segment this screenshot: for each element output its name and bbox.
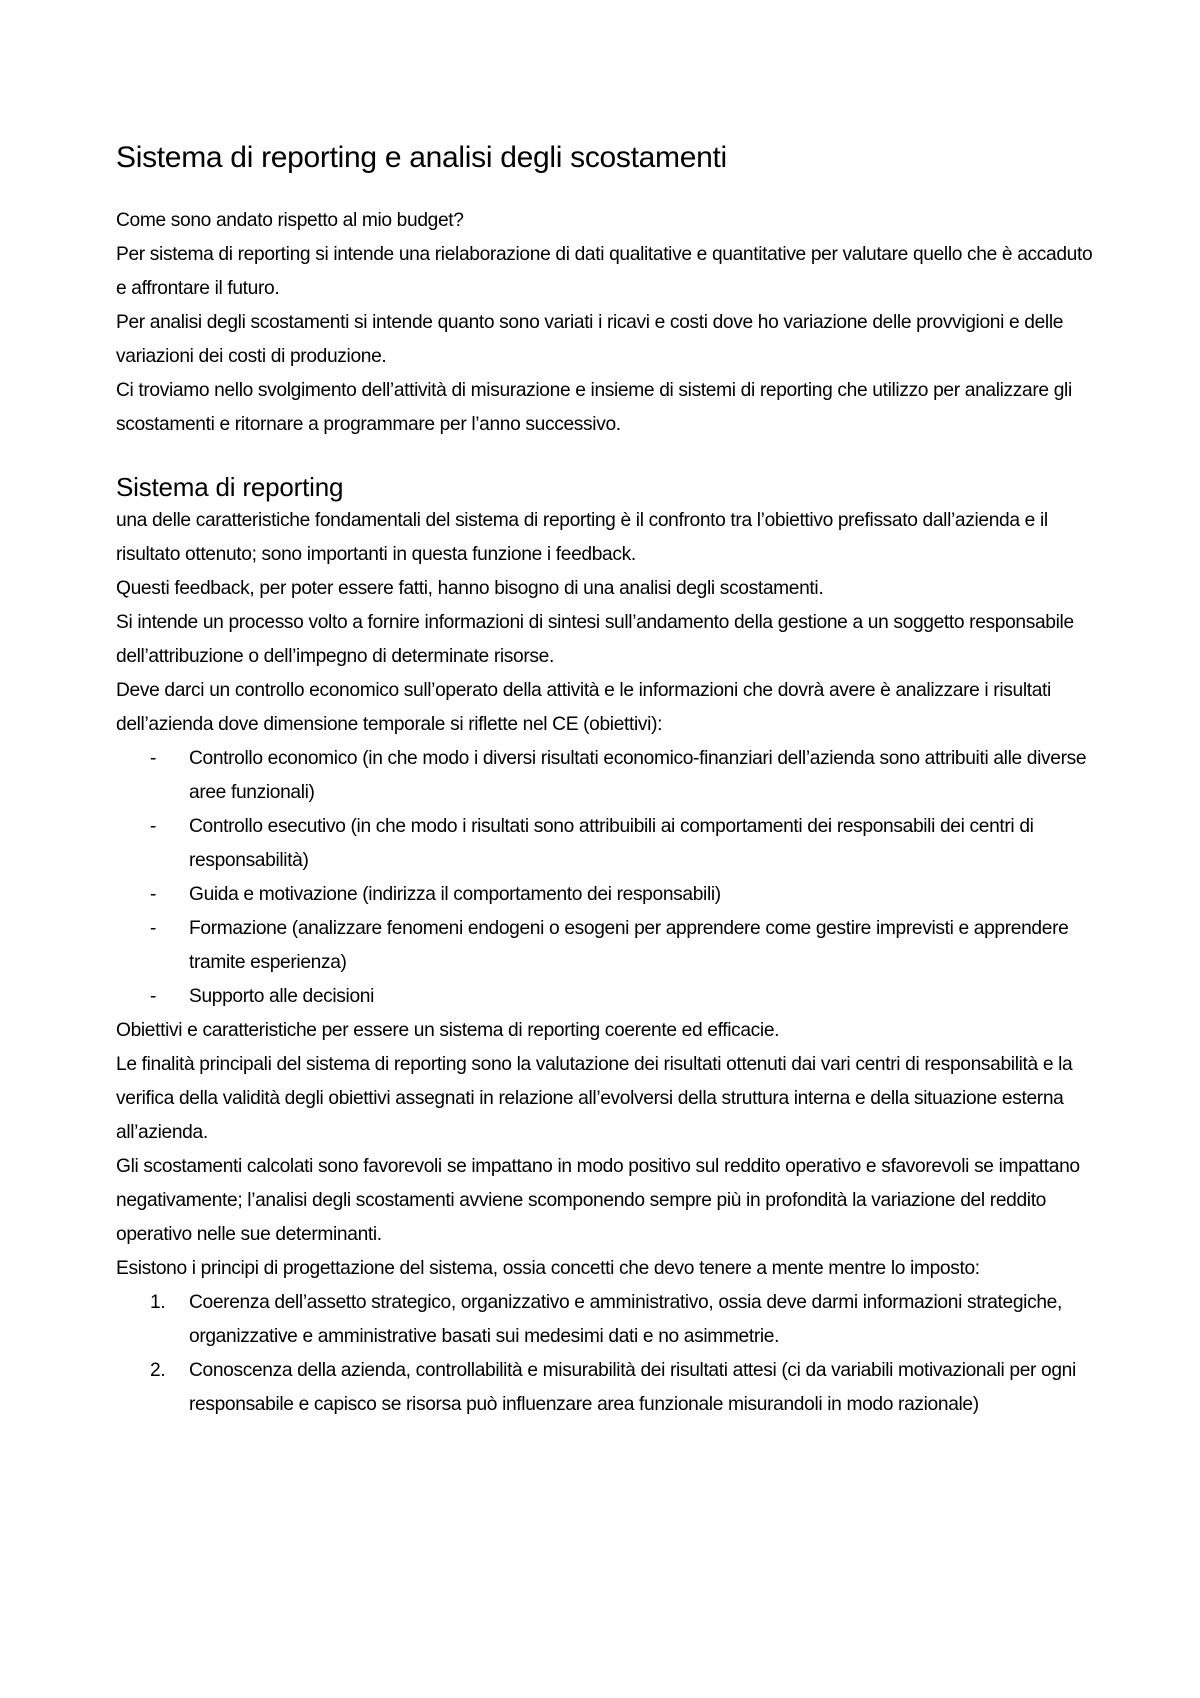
section-paragraph: Gli scostamenti calcolati sono favorevoli se impattano in modo positivo sul reddito operativo e sfavorevoli se impattano negativamente; l’analisi degli scostamenti avviene scomponendo sempre più in profondità la variazione del reddito operativo nelle sue determinanti. bbox=[116, 1156, 1080, 1245]
list-item bbox=[116, 912, 1096, 980]
list-item bbox=[116, 878, 1096, 912]
list-item-text: Coerenza dell’assetto strategico, organizzativo e amministrativo, ossia deve darmi informazioni strategiche, organizzative e amministrative basati sui medesimi dati e no asimmetrie. bbox=[189, 1292, 1062, 1347]
dash-marker: - bbox=[150, 986, 157, 1007]
document-page bbox=[116, 140, 1096, 1422]
intro-paragraph: Ci troviamo nello svolgimento dell’attività di misurazione e insieme di sistemi di reporting che utilizzo per analizzare gli scostamenti e ritornare a programmare per l’anno successivo. bbox=[116, 380, 1072, 435]
section-paragraph: Obiettivi e caratteristiche per essere un sistema di reporting coerente ed efficacie. bbox=[116, 1020, 780, 1041]
section-sistema-di-reporting bbox=[116, 470, 1096, 1422]
dash-marker: - bbox=[150, 918, 157, 939]
section-paragraph: Deve darci un controllo economico sull’operato della attività e le informazioni che dovrà avere è analizzare i risultati dell’azienda dove dimensione temporale si riflette nel CE (obiettivi): bbox=[116, 680, 1051, 735]
section-paragraph: Si intende un processo volto a fornire informazioni di sintesi sull’andamento della gestione a un soggetto responsabile dell’attribuzione o dell’impegno di determinate risorse. bbox=[116, 612, 1074, 667]
section-gap bbox=[116, 442, 1096, 470]
dash-marker: - bbox=[150, 816, 157, 837]
list-item-text: Conoscenza della azienda, controllabilità e misurabilità dei risultati attesi (ci da variabili motivazionali per ogni responsabile e capisco se risorsa può influenzare area funzionale misurandoli in modo razionale) bbox=[189, 1360, 1076, 1415]
objectives-list bbox=[116, 742, 1096, 1014]
dash-marker: - bbox=[150, 748, 157, 769]
principles-list bbox=[116, 1286, 1096, 1422]
section-paragraph: Questi feedback, per poter essere fatti, hanno bisogno di una analisi degli scostamenti. bbox=[116, 578, 824, 599]
list-item-text: Controllo economico (in che modo i diversi risultati economico-finanziari dell’azienda sono attribuiti alle diverse aree funzionali) bbox=[189, 748, 1087, 803]
document-title: Sistema di reporting e analisi degli scostamenti bbox=[116, 141, 727, 174]
list-item-text: Controllo esecutivo (in che modo i risultati sono attribuibili ai comportamenti dei responsabili dei centri di responsabilità) bbox=[189, 816, 1034, 871]
section-heading: Sistema di reporting bbox=[116, 472, 344, 502]
dash-marker: - bbox=[150, 884, 157, 905]
section-paragraph: Esistono i principi di progettazione del sistema, ossia concetti che devo tenere a mente mentre lo imposto: bbox=[116, 1258, 980, 1279]
intro-block bbox=[116, 204, 1096, 442]
intro-paragraph: Per sistema di reporting si intende una rielaborazione di dati qualitative e quantitative per valutare quello che è accaduto e affrontare il futuro. bbox=[116, 244, 1093, 299]
list-item bbox=[116, 742, 1096, 810]
list-item bbox=[116, 1286, 1096, 1354]
section-paragraph: Le finalità principali del sistema di reporting sono la valutazione dei risultati ottenuti dai vari centri di responsabilità e la verifica della validità degli obiettivi assegnati in relazione all’evolversi della struttura interna e della situazione esterna all’azienda. bbox=[116, 1054, 1073, 1143]
list-item-text: Supporto alle decisioni bbox=[189, 986, 375, 1007]
list-item-text: Formazione (analizzare fenomeni endogeni o esogeni per apprendere come gestire imprevisti e apprendere tramite esperienza) bbox=[189, 918, 1069, 973]
list-item-text: Guida e motivazione (indirizza il comportamento dei responsabili) bbox=[189, 884, 721, 905]
list-item bbox=[116, 810, 1096, 878]
intro-paragraph: Come sono andato rispetto al mio budget? bbox=[116, 210, 464, 231]
list-number: 2. bbox=[150, 1360, 166, 1381]
list-item bbox=[116, 1354, 1096, 1422]
section-paragraph: una delle caratteristiche fondamentali del sistema di reporting è il confronto tra l’obiettivo prefissato dall’azienda e il risultato ottenuto; sono importanti in questa funzione i feedback. bbox=[116, 510, 1048, 565]
list-number: 1. bbox=[150, 1292, 166, 1313]
list-item bbox=[116, 980, 1096, 1014]
intro-paragraph: Per analisi degli scostamenti si intende quanto sono variati i ricavi e costi dove ho variazione delle provvigioni e delle variazioni dei costi di produzione. bbox=[116, 312, 1064, 367]
